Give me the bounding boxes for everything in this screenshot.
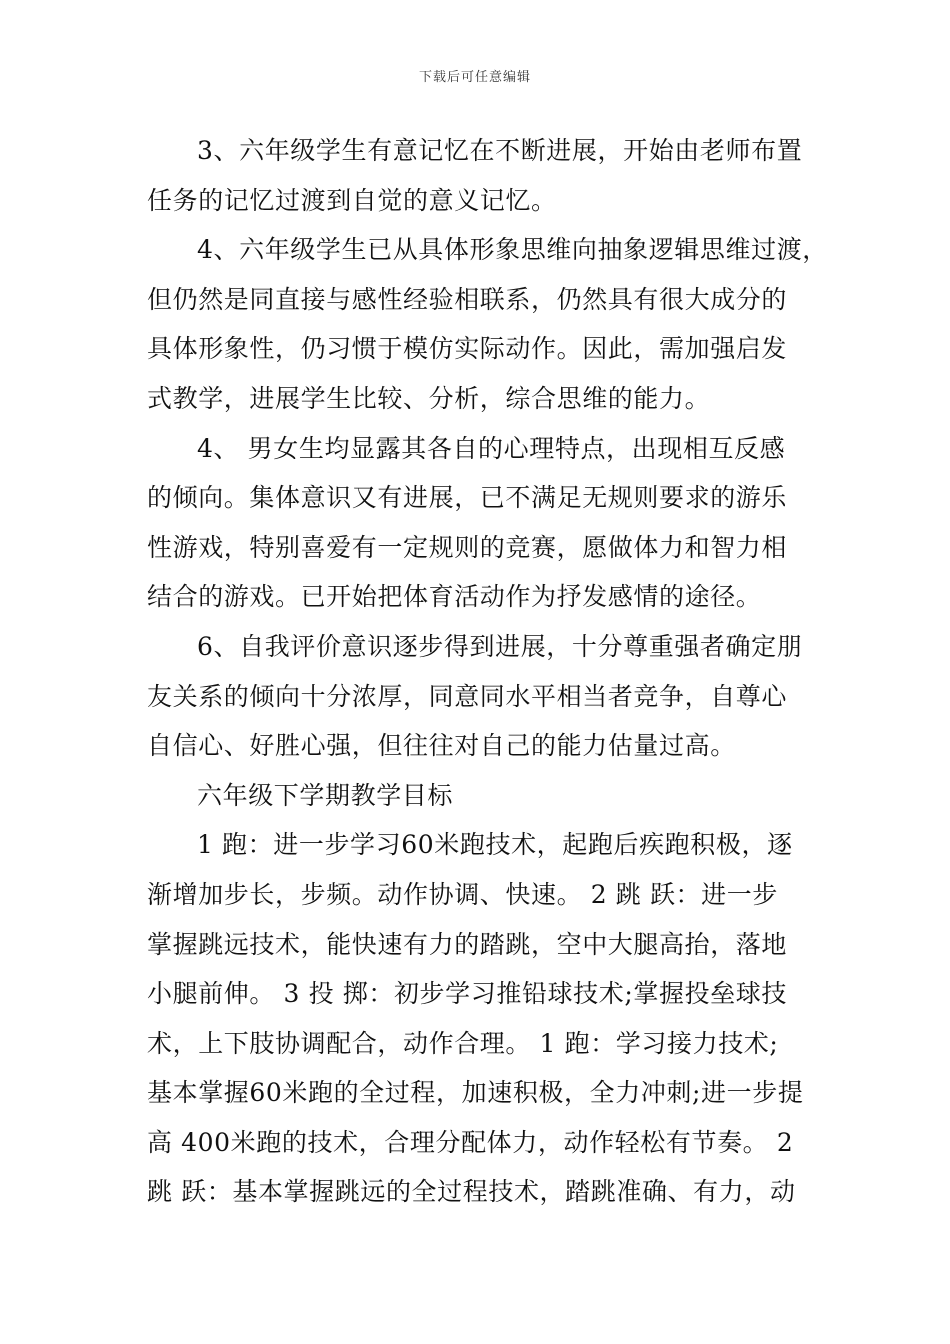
page-header: 下载后可任意编辑: [418, 70, 531, 85]
text-line: 6、自我评价意识逐步得到进展，十分尊重强者确定朋: [197, 631, 803, 661]
text-line: 高 400米跑的技术，合理分配体力，动作轻松有节奏。 2: [147, 1127, 794, 1157]
text-line: 3、六年级学生有意记忆在不断进展，开始由老师布置: [197, 136, 803, 165]
text-line: 但仍然是同直接与感性经验相联系，仍然具有很大成分的: [147, 284, 788, 314]
text-line: 式教学，进展学生比较、分析，综合思维的能力。: [147, 383, 711, 413]
text-line: 4、六年级学生已从具体形象思维向抽象逻辑思维过渡，: [197, 235, 828, 265]
text-line: 4、 男女生均显露其各自的心理特点，出现相互反感: [197, 433, 786, 463]
text-line: 任务的记忆过渡到自觉的意义记忆。: [147, 185, 557, 215]
text-line: 的倾向。集体意识又有进展，已不满足无规则要求的游乐: [147, 483, 788, 513]
text-line: 友关系的倾向十分浓厚，同意同水平相当者竞争，自尊心: [147, 681, 788, 711]
text-line: 小腿前伸。 3 投 掷：初步学习推铅球技术;掌握投垒球技: [147, 979, 787, 1009]
text-line: 基本掌握60米跑的全过程，加速积极，全力冲刺;进一步提: [147, 1078, 804, 1108]
text-line: 渐增加步长，步频。动作协调、快速。 2 跳 跃：进一步: [147, 879, 778, 909]
text-line: 自信心、好胜心强，但往往对自己的能力估量过高。: [147, 731, 736, 761]
text-line: 1 跑：进一步学习60米跑技术，起跑后疾跑积极，逐: [197, 830, 793, 860]
section-heading: 六年级下学期教学目标: [197, 780, 454, 810]
text-line: 跳 跃：基本掌握跳远的全过程技术，踏跳准确、有力，动: [147, 1177, 796, 1207]
text-line: 具体形象性，仍习惯于模仿实际动作。因此，需加强启发: [147, 334, 788, 364]
text-line: 掌握跳远技术，能快速有力的踏跳，空中大腿高抬，落地: [147, 929, 788, 959]
document-body: [147, 126, 828, 1217]
text-line: 性游戏，特别喜爱有一定规则的竞赛，愿做体力和智力相: [147, 532, 788, 562]
text-line: 结合的游戏。已开始把体育活动作为抒发感情的途径。: [147, 582, 762, 612]
text-line: 术，上下肢协调配合，动作合理。 1 跑：学习接力技术;: [147, 1028, 779, 1058]
